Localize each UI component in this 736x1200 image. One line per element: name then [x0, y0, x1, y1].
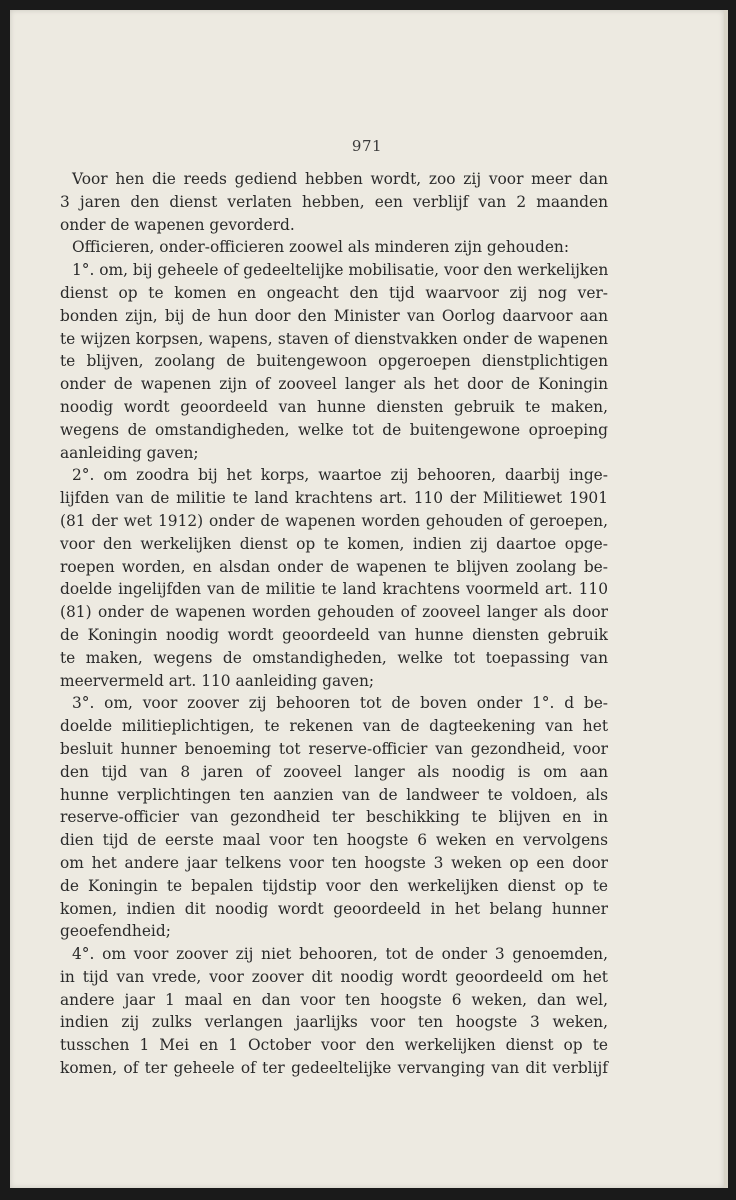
text-line: doelde militieplichtigen, te rekenen van de dagteekening van het	[60, 717, 608, 736]
text-line: doelde ingelijfden van de militie te land krachtens voormeld art. 110	[60, 580, 608, 599]
page-number: 971	[351, 137, 383, 155]
text-line: onder de wapenen zijn of zooveel langer als het door de Koningin	[60, 375, 608, 394]
text-line: indien zij zulks verlangen jaarlijks voor ten hoogste 3 weken,	[60, 1013, 608, 1032]
text-line: aanleiding gaven;	[60, 443, 199, 462]
text-line: hunne verplichtingen ten aanzien van de landweer te voldoen, als	[60, 785, 608, 804]
text-line: roepen worden, en alsdan onder de wapenen te blijven zoolang be-	[60, 557, 608, 576]
text-line: noodig wordt geoordeeld van hunne diensten gebruik te maken,	[60, 397, 608, 416]
text-line: onder de wapenen gevorderd.	[60, 215, 295, 234]
text-line: (81 der wet 1912) onder de wapenen worden gehouden of geroepen,	[60, 511, 608, 530]
page-edge	[724, 10, 728, 1188]
text-line: komen, indien dit noodig wordt geoordeeld in het belang hunner	[60, 899, 608, 918]
text-line: in tijd van vrede, voor zoover dit noodig wordt geoordeeld om het	[60, 967, 608, 986]
text-line: reserve-officier van gezondheid ter beschikking te blijven en in	[60, 808, 608, 827]
text-line: de Koningin te bepalen tijdstip voor den werkelijken dienst op te	[60, 876, 608, 895]
text-line: meervermeld art. 110 aanleiding gaven;	[60, 671, 375, 690]
text-line: te maken, wegens de omstandigheden, welke tot toepassing van	[60, 648, 608, 667]
text-line: (81) onder de wapenen worden gehouden of zooveel langer als door	[60, 603, 608, 622]
text-line: lijfden van de militie te land krachtens art. 110 der Militiewet 1901	[60, 489, 608, 508]
text-line: bonden zijn, bij de hun door den Minister van Oorlog daarvoor aan	[60, 306, 608, 325]
text-line: besluit hunner benoeming tot reserve-officier van gezondheid, voor	[60, 739, 608, 758]
text-line: 2°. om zoodra bij het korps, waartoe zij behooren, daarbij inge-	[72, 466, 608, 485]
text-line: den tijd van 8 jaren of zooveel langer als noodig is om aan	[60, 762, 608, 781]
text-line: 4°. om voor zoover zij niet behooren, tot de onder 3 genoemden,	[72, 945, 608, 964]
text-line: dien tijd de eerste maal voor ten hoogste 6 weken en vervolgens	[60, 831, 608, 850]
text-line: 1°. om, bij geheele of gedeeltelijke mobilisatie, voor den werkelijken	[72, 261, 609, 280]
text-line: tusschen 1 Mei en 1 October voor den werkelijken dienst op te	[60, 1036, 608, 1055]
text-line: geoefendheid;	[60, 922, 171, 941]
text-line: Voor hen die reeds gediend hebben wordt, zoo zij voor meer dan	[72, 170, 608, 188]
text-line: Officieren, onder-officieren zoowel als minderen zijn gehouden:	[72, 238, 570, 257]
text-line: 3 jaren den dienst verlaten hebben, een verblijf van 2 maanden	[60, 192, 608, 211]
text-line: wegens de omstandigheden, welke tot de buitengewone oproeping	[60, 420, 608, 439]
text-line: 3°. om, voor zoover zij behooren tot de boven onder 1°. d be-	[72, 694, 608, 713]
text-line: te blijven, zoolang de buitengewoon opgeroepen dienstplichtigen	[60, 352, 608, 371]
text-line: om het andere jaar telkens voor ten hoogste 3 weken op een door	[60, 853, 608, 872]
book-page	[10, 10, 724, 1188]
text-line: komen, of ter geheele of ter gedeeltelijke vervanging van dit verblijf	[60, 1059, 608, 1078]
text-line: dienst op te komen en ongeacht den tijd waarvoor zij nog ver-	[60, 283, 608, 302]
text-line: andere jaar 1 maal en dan voor ten hoogste 6 weken, dan wel,	[60, 990, 608, 1009]
text-line: de Koningin noodig wordt geoordeeld van hunne diensten gebruik	[60, 625, 608, 644]
body-text	[60, 168, 608, 1080]
text-line: te wijzen korpsen, wapens, staven of dienstvakken onder de wapenen	[60, 329, 608, 348]
text-line: voor den werkelijken dienst op te komen, indien zij daartoe opge-	[60, 534, 608, 553]
